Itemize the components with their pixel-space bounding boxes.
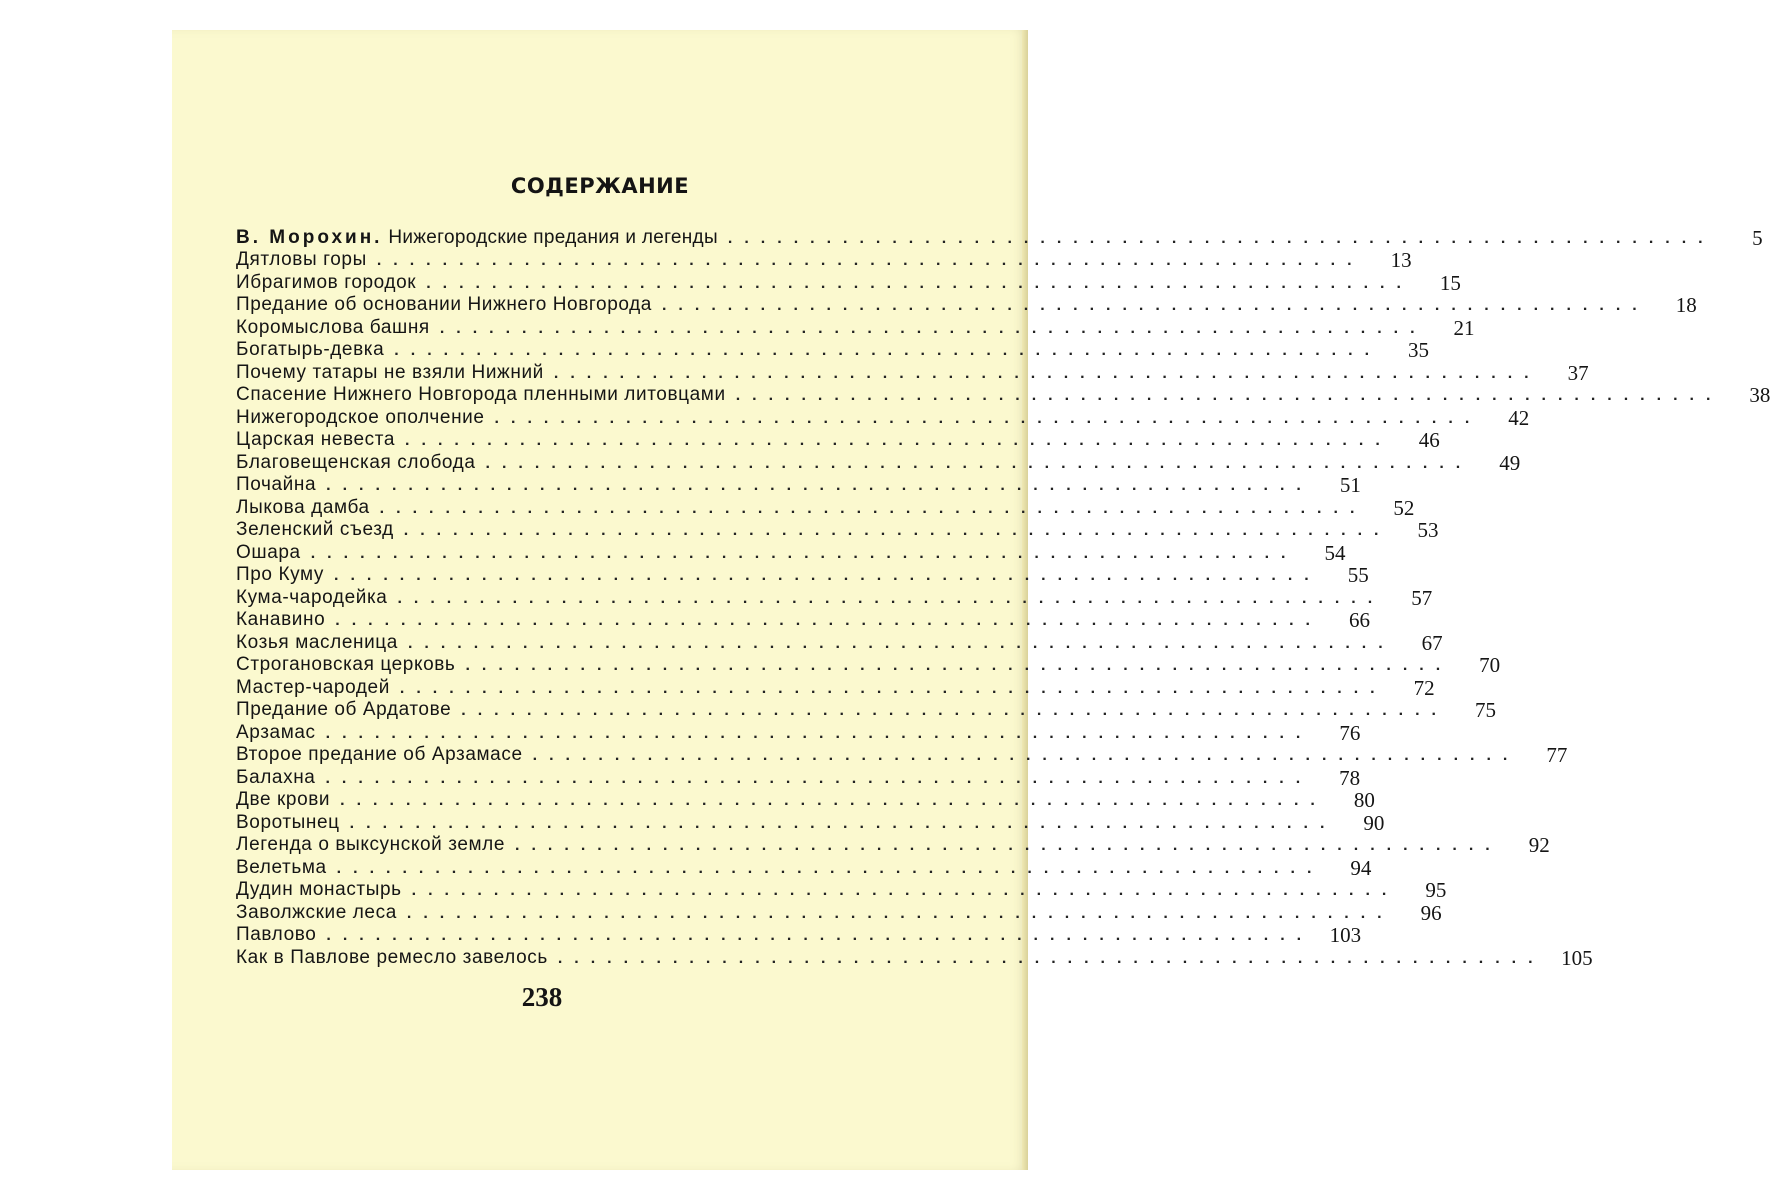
dot-leader: ............................................................: [407, 634, 1395, 652]
toc-entry-title: Легенда о выксунской земле: [236, 834, 506, 855]
toc-entry-page: 54: [1324, 540, 1346, 565]
toc-entry-title: Ибрагимов городок: [236, 271, 417, 293]
dot-leader: ............................................................: [532, 747, 1520, 764]
toc-entry-page: 77: [1546, 743, 1568, 767]
toc-entry-page: 42: [1508, 405, 1530, 430]
toc-entry-page: 53: [1417, 518, 1439, 542]
toc-entry-title: Велетьма: [236, 856, 327, 878]
table-of-contents: [236, 225, 1770, 970]
toc-entry-title: Дятловы горы: [236, 249, 367, 270]
dot-leader: ............................................................: [334, 567, 1321, 584]
toc-entry: [236, 473, 1361, 497]
toc-entry: [236, 765, 1361, 790]
toc-entry-title: Лыкова дамба: [236, 496, 370, 518]
dot-leader: ............................................................: [735, 387, 1723, 404]
toc-entry-page: 21: [1453, 315, 1475, 340]
dot-leader: ............................................................: [335, 612, 1322, 629]
dot-leader: ............................................................: [379, 499, 1367, 517]
toc-entry: [236, 855, 1372, 880]
toc-entry-title: Коромыслова башня: [236, 316, 430, 338]
toc-entry-title: Спасение Нижнего Новгорода пленными литовцами: [236, 384, 726, 405]
toc-entry-title: Дудин монастырь: [236, 879, 402, 900]
toc-entry-page: 49: [1499, 450, 1521, 475]
dot-leader: ............................................................: [340, 792, 1327, 809]
toc-entry: [236, 293, 1697, 317]
toc-entry-page: 70: [1479, 653, 1501, 677]
toc-entry-title: Ошара: [236, 541, 301, 563]
toc-entry-title: Павлово: [236, 924, 317, 945]
toc-entry: [236, 315, 1475, 340]
toc-entry-title: Козья масленица: [236, 631, 398, 653]
toc-entry: [236, 495, 1415, 520]
dot-leader: ............................................................: [336, 859, 1324, 877]
book-page: [172, 30, 1770, 1170]
dot-leader: ............................................................: [325, 769, 1313, 787]
dot-leader: ............................................................: [485, 454, 1473, 472]
toc-entry: [236, 518, 1439, 542]
toc-entry-title: Две крови: [236, 789, 331, 810]
toc-entry: [236, 360, 1589, 385]
toc-entry-page: 76: [1339, 720, 1361, 745]
toc-entry: [236, 428, 1440, 452]
dot-leader: ............................................................: [326, 927, 1314, 944]
toc-entry-title: Почему татары не взяли Нижний: [236, 361, 544, 383]
toc-entry-title: Строгановская церковь: [236, 654, 456, 675]
toc-entry-page: 46: [1418, 428, 1440, 452]
toc-entry: [236, 450, 1521, 475]
toc-entry-page: 13: [1390, 248, 1412, 272]
toc-entry: [236, 945, 1593, 970]
toc-entry-title: Про Куму: [236, 564, 324, 585]
dot-leader: ............................................................: [399, 679, 1387, 697]
dot-leader: ............................................................: [325, 724, 1313, 742]
toc-entry: [236, 405, 1530, 430]
toc-entry: [236, 675, 1435, 700]
toc-entry-title: Канавино: [236, 609, 326, 630]
toc-entry-page: 96: [1420, 900, 1442, 925]
toc-entry-title: Мастер-чародей: [236, 676, 390, 698]
toc-entry-intro: [236, 225, 1763, 250]
toc-entry: [236, 810, 1385, 835]
toc-entry: [236, 923, 1362, 947]
toc-entry-title: Нижегородское ополчение: [236, 406, 485, 428]
contents-heading: СОДЕРЖАНИЕ: [510, 174, 690, 198]
dot-leader: ............................................................: [376, 252, 1364, 269]
toc-entry: [236, 540, 1346, 565]
toc-entry: [236, 698, 1496, 722]
toc-entry-page: 38: [1749, 383, 1770, 407]
toc-entry-title: Благовещенская слобода: [236, 451, 476, 473]
toc-entry-page: 52: [1393, 495, 1415, 520]
page-number: 238: [521, 982, 563, 1012]
dot-leader: ............................................................: [515, 837, 1502, 854]
toc-entry-page: 66: [1348, 608, 1370, 632]
dot-leader: ............................................................: [494, 409, 1482, 427]
dot-leader: ............................................................: [439, 319, 1427, 337]
toc-entry-page: 15: [1439, 270, 1461, 295]
toc-entry: [236, 788, 1375, 812]
dot-leader: ............................................................: [557, 949, 1545, 967]
toc-entry-page: 67: [1421, 630, 1443, 655]
toc-entry-page: 37: [1567, 360, 1589, 385]
toc-entry: [236, 563, 1369, 587]
toc-entry-title: Предание об основании Нижнего Новгорода: [236, 294, 652, 315]
toc-entry-title: Балахна: [236, 766, 316, 788]
toc-entry: [236, 630, 1443, 655]
toc-entry-author: В. Морохин.: [236, 226, 383, 248]
toc-entry-title: Как в Павлове ремесло завелось: [236, 946, 548, 968]
toc-entry-title: Богатырь-девка: [236, 339, 385, 360]
toc-entry-page: 95: [1425, 878, 1447, 902]
toc-entry-title: Кума-чародейка: [236, 586, 388, 608]
toc-entry: [236, 900, 1442, 925]
toc-entry-title: Воротынец: [236, 811, 340, 833]
toc-entry-page: 51: [1339, 473, 1361, 497]
toc-entry: [236, 720, 1361, 745]
toc-entry-page: 90: [1363, 810, 1385, 835]
toc-entry: [236, 743, 1568, 767]
toc-entry-page: 94: [1350, 855, 1372, 880]
dot-leader: ............................................................: [461, 702, 1448, 719]
toc-entry-page: 103: [1329, 923, 1362, 947]
toc-entry-page: 92: [1528, 833, 1550, 857]
dot-leader: ............................................................: [411, 882, 1399, 899]
dot-leader: ............................................................: [727, 229, 1715, 247]
toc-entry-title: Предание об Ардатове: [236, 699, 452, 720]
toc-entry: [236, 270, 1461, 295]
dot-leader: ............................................................: [310, 544, 1298, 562]
toc-entry-title: Зеленский съезд: [236, 519, 394, 540]
dot-leader: ............................................................: [553, 364, 1541, 382]
toc-entry-title: Второе предание об Арзамасе: [236, 744, 523, 765]
toc-entry: [236, 608, 1370, 632]
toc-entry-subtitle: Нижегородские предания и легенды: [388, 226, 718, 248]
toc-entry: [236, 833, 1550, 857]
toc-entry-page: 5: [1752, 225, 1763, 250]
dot-leader: ............................................................: [397, 589, 1385, 607]
dot-leader: ............................................................: [349, 814, 1337, 832]
dot-leader: ............................................................: [661, 297, 1649, 314]
toc-entry-page: 18: [1675, 293, 1697, 317]
toc-entry-page: 75: [1474, 698, 1496, 722]
toc-entry: [236, 248, 1412, 272]
dot-leader: ............................................................: [406, 904, 1394, 922]
toc-entry: [236, 653, 1501, 677]
toc-entry-page: 35: [1408, 338, 1430, 362]
dot-leader: ............................................................: [326, 477, 1313, 494]
toc-entry: [236, 338, 1430, 362]
toc-entry: [236, 878, 1447, 902]
toc-entry-page: 105: [1561, 945, 1593, 970]
dot-leader: ............................................................: [426, 274, 1413, 292]
toc-entry-title: Царская невеста: [236, 429, 396, 450]
toc-entry-page: 57: [1411, 585, 1433, 610]
toc-entry-page: 80: [1353, 788, 1375, 812]
dot-leader: ............................................................: [403, 522, 1391, 539]
dot-leader: ............................................................: [405, 432, 1392, 449]
toc-entry-title: Арзамас: [236, 721, 316, 743]
toc-entry-page: 72: [1413, 675, 1435, 700]
toc-entry-page: 78: [1339, 765, 1361, 790]
toc-entry-title: [236, 227, 718, 249]
toc-entry: [236, 585, 1433, 610]
dot-leader: ............................................................: [465, 657, 1453, 674]
toc-entry-page: 55: [1347, 563, 1369, 587]
toc-entry: [236, 383, 1770, 407]
toc-entry-title: Заволжские леса: [236, 901, 397, 923]
dot-leader: ............................................................: [394, 342, 1382, 359]
toc-entry-title: Почайна: [236, 474, 317, 495]
